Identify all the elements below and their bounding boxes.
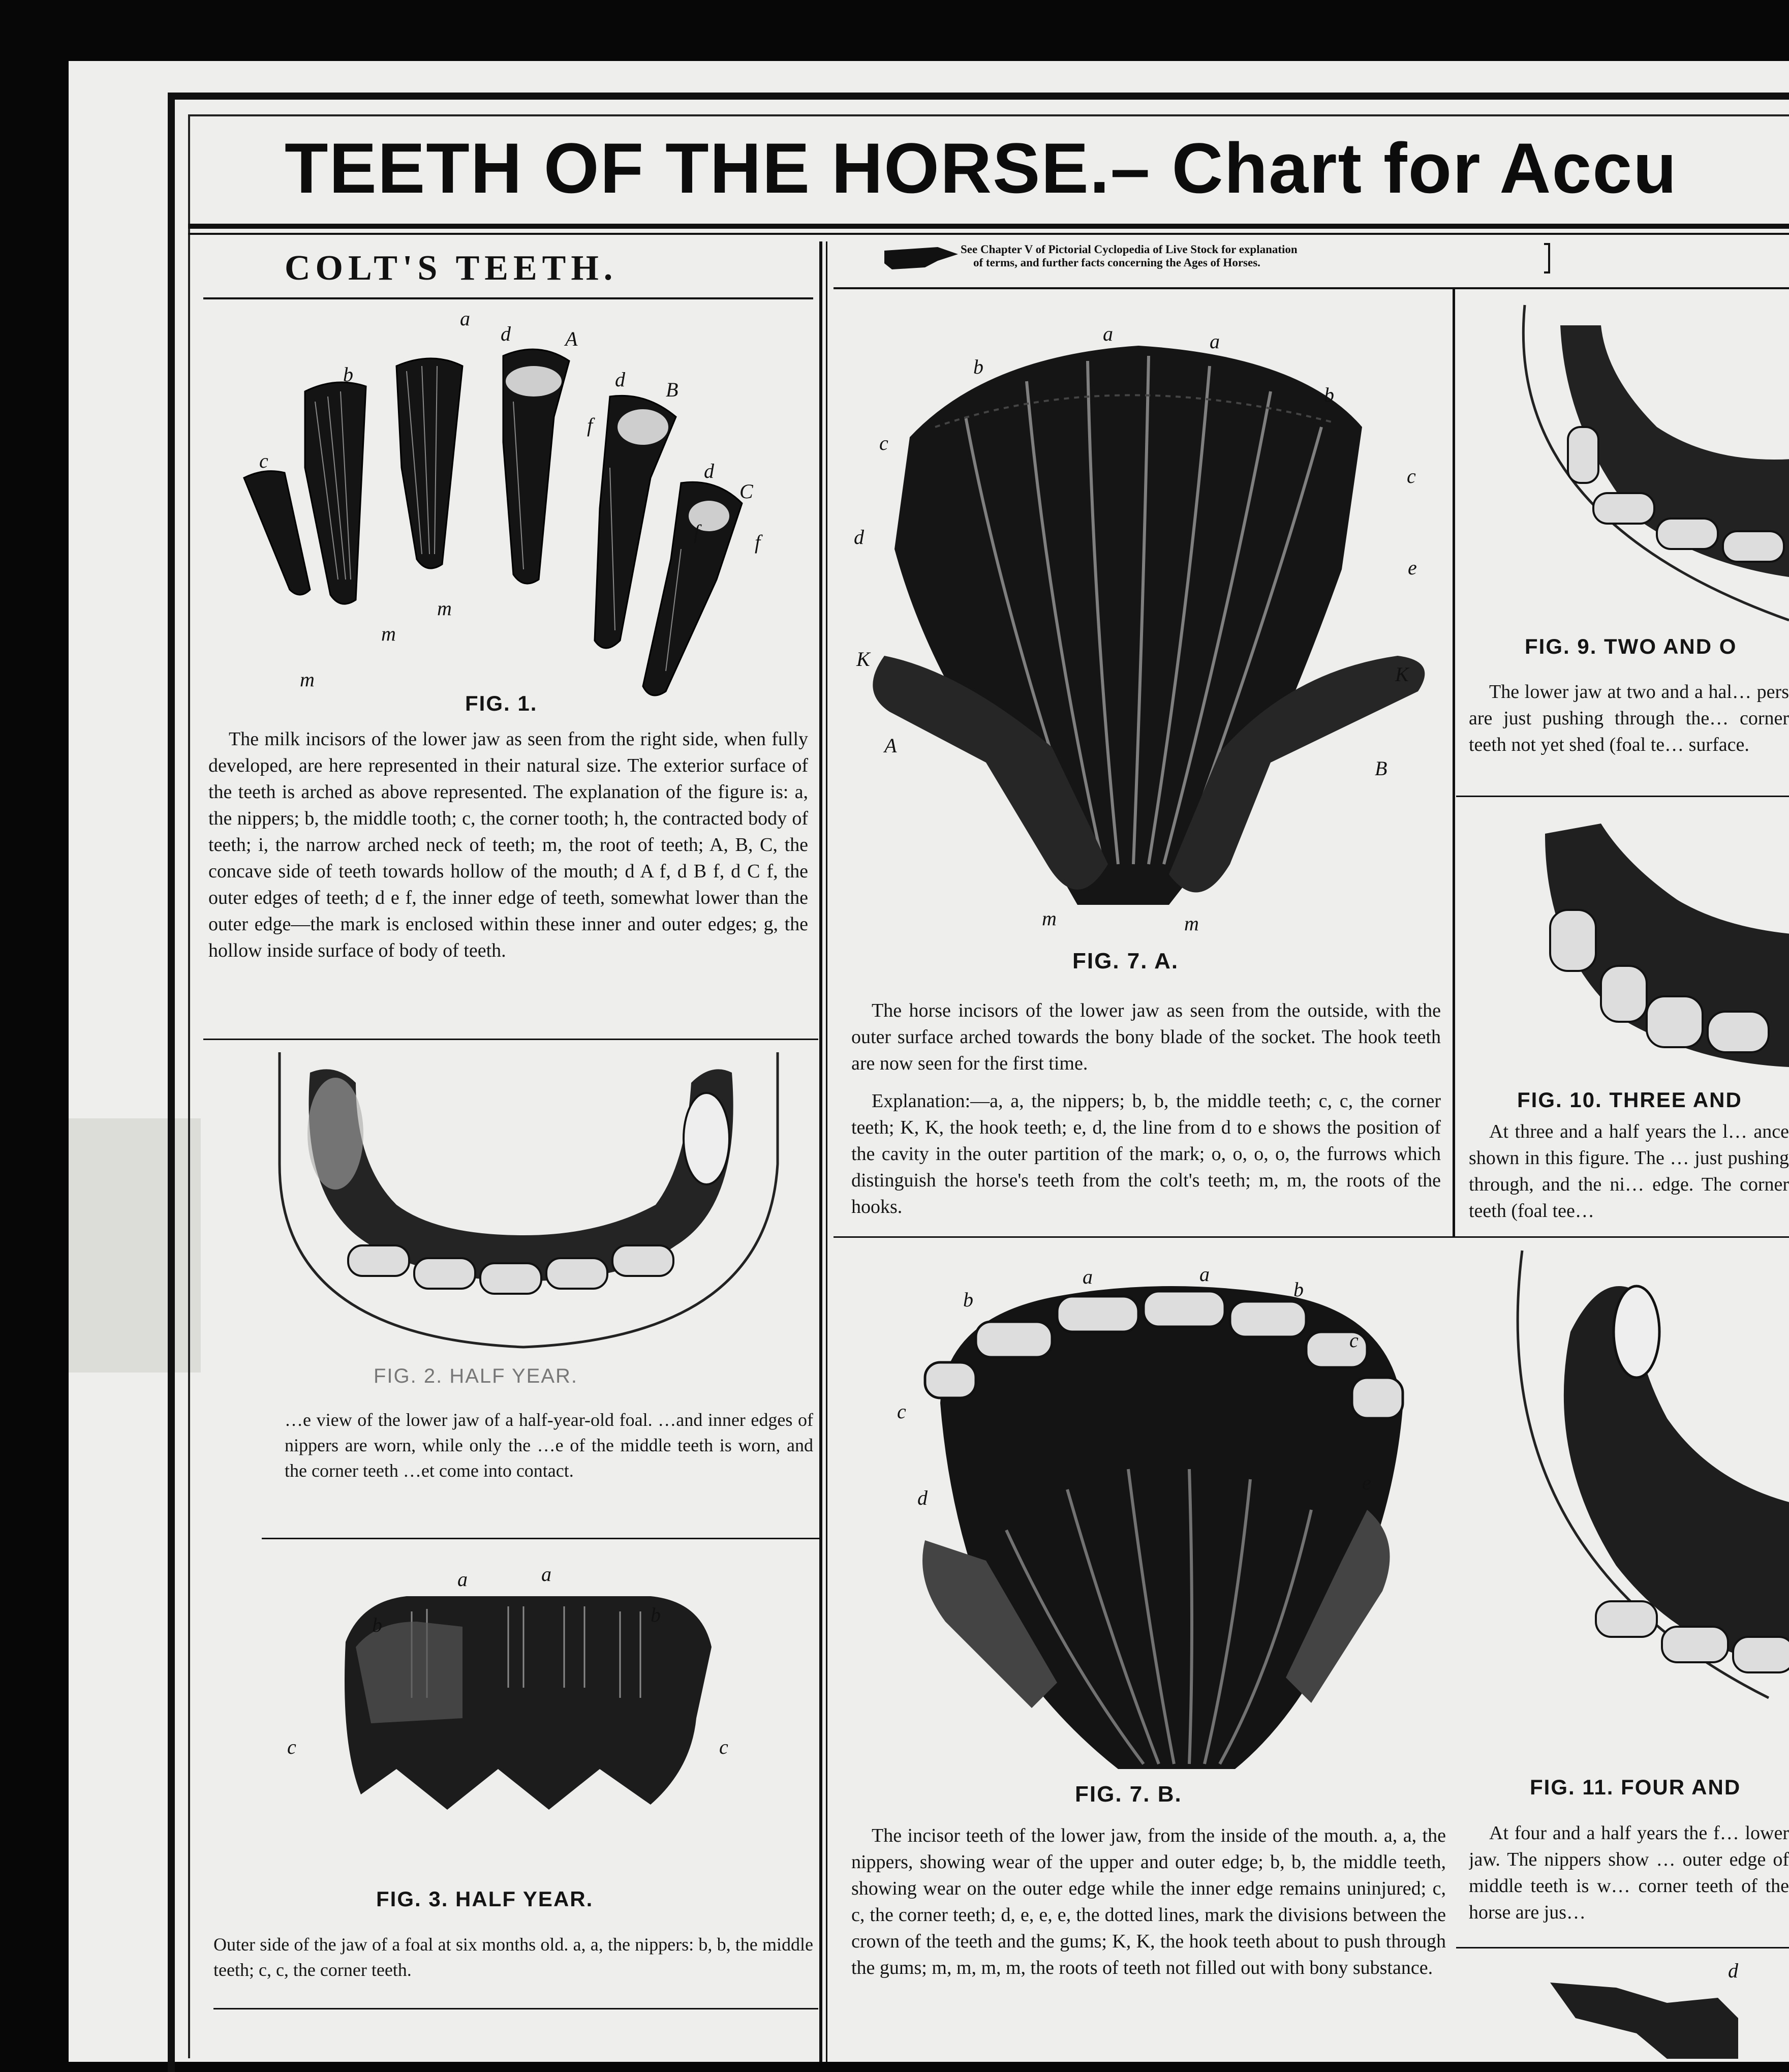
fig3-label: c — [287, 1735, 296, 1758]
pointing-hand-icon — [882, 243, 963, 273]
fig3-bottom-rule — [213, 2008, 818, 2009]
fig10-description: At three and a half years the l… ance shown in this figure. The … just pushing through, and the ni… edge. The corner teeth (foal tee… — [1469, 1121, 1789, 1222]
fig10-illustration — [1525, 803, 1789, 1068]
fig7a-label: b — [1324, 383, 1334, 406]
fig1-description: The milk incisors of the lower jaw as seen from the right side, when fully developed, are here represented in their natural size. The exterior surface of the teeth is arched as above represented. The explanation of the figure is: a, the nippers; b, the middle tooth; c, the corner tooth; h, the contracted body of teeth; i, the narrow arched neck of teeth; m, the root of teeth; A, B, C, the concave side of teeth towards hollow of the mouth; d A f, d B f, d C f, the outer edges of teeth; d e f, the inner edge of teeth, somewhat lower than the outer edge—the mark is enclosed within these inner and outer edges; g, the hollow inside surface of body of teeth. — [208, 728, 808, 961]
fig7a-label: m — [1184, 912, 1199, 935]
fig7a-explanation: Explanation:—a, a, the nippers; b, b, the middle teeth; c, c, the corner teeth; K, K, the hook teeth; e, d, the line from d to e shows the position of the cavity in the outer partition of the mark; o, o, o, o, the furrows which distinguish the horse's teeth from the colt's teeth; m, m, the roots of the hooks. — [851, 1090, 1441, 1217]
fig1-bottom-rule — [203, 1039, 818, 1040]
fig1-label: B — [666, 378, 678, 401]
fig2-caption: FIG. 2. HALF YEAR. — [374, 1365, 578, 1387]
column-divider-1b — [826, 241, 827, 2062]
fig7a-label: c — [1407, 465, 1416, 487]
reference-note-line-2: of terms, and further facts concerning the Ages of Horses. — [973, 256, 1260, 269]
fig7a-label: K — [1395, 663, 1409, 686]
fig7a-label: K — [856, 648, 870, 671]
fig7b-caption: FIG. 7. B. — [1075, 1782, 1182, 1807]
fig7a-label: B — [1375, 757, 1387, 780]
fig1-label: f — [694, 521, 700, 543]
fig11-description: At four and a half years the f… lower jaw. The nippers show … outer edge of middle teeth is w… corner teeth of the horse are jus… — [1469, 1822, 1789, 1923]
fig7a-label: a — [1103, 322, 1113, 345]
fig7a-label: c — [879, 432, 888, 454]
fig2-description: …e view of the lower jaw of a half-year-old foal. …and inner edges of nippers are worn, while only the …e of the middle teeth is worn, and the corner teeth …et come into contact. — [285, 1410, 813, 1481]
fig1-label: f — [587, 414, 593, 437]
fig1-label: d — [501, 322, 511, 345]
fig9-bottom-rule — [1456, 796, 1789, 797]
column-divider-2 — [1453, 287, 1455, 1238]
fig11-bottom-rule — [1456, 1947, 1789, 1948]
fig7b-label: a — [1083, 1265, 1093, 1288]
fig7a-label: b — [973, 355, 983, 378]
fig1-label: d — [615, 368, 625, 391]
fig11-label-d: d — [1728, 1959, 1738, 1982]
fig7a-label: e — [1408, 556, 1417, 579]
fig7b-illustration — [897, 1263, 1438, 1794]
fig11-caption: FIG. 11. FOUR AND — [1530, 1775, 1741, 1799]
fig7a-description: The horse incisors of the lower jaw as seen from the outside, with the outer surface arched towards the bony blade of the socket. The hook teeth are now seen for the first time. — [851, 1000, 1441, 1074]
fig1-label: c — [259, 449, 268, 472]
middle-top-rule — [834, 287, 1789, 289]
fig7a-caption: FIG. 7. A. — [1072, 949, 1179, 973]
fig3-label: c — [719, 1735, 728, 1758]
header-rule-top — [188, 224, 1789, 229]
fig3-illustration — [287, 1563, 752, 1830]
fig7b-description: The incisor teeth of the lower jaw, from the inside of the mouth. a, a, the nippers, showing wear of the upper and outer edge; b, b, the middle teeth, showing wear on the outer edge while the inner edge remains uninjured; c, c, the corner teeth; d, e, e, e, the dotted lines, mark the divisions between the crown of the teeth and the gums; K, K, the hook teeth about to push through the gums; m, m, m, m, the roots of teeth not filled out with bony substance. — [851, 1825, 1446, 1978]
fig7a-label: A — [884, 734, 897, 757]
fig7b-label: b — [1293, 1278, 1304, 1301]
fig9-description: The lower jaw at two and a hal… pers are just pushing through the… corner teeth not yet shed (foal te… surface. — [1469, 681, 1789, 755]
fig1-label: d — [704, 460, 714, 482]
fig7b-label: d — [917, 1486, 928, 1509]
fig2-bottom-rule — [262, 1538, 821, 1539]
fig1-label: b — [343, 363, 353, 386]
fig7b-label: c — [897, 1400, 906, 1423]
fig3-label: b — [372, 1613, 382, 1636]
fig1-caption: FIG. 1. — [465, 691, 538, 715]
header-rule-bottom — [188, 233, 1789, 235]
fig2-illustration — [269, 1052, 778, 1357]
section-heading-colts-teeth: COLT'S TEETH. — [285, 249, 618, 288]
fig1-label: m — [437, 597, 452, 620]
fig1-label: m — [300, 668, 315, 691]
fig3-description: Outer side of the jaw of a foal at six months old. a, a, the nippers: b, b, the middle teeth; c, c, the corner teeth. — [213, 1934, 813, 1980]
fig12-partial-illustration — [1535, 1957, 1738, 2059]
fig7b-label: a — [1199, 1263, 1210, 1286]
fig7a-label: m — [1042, 907, 1057, 930]
fig1-illustration — [229, 307, 788, 712]
fig7a-label: a — [1210, 330, 1220, 353]
fig7a-illustration — [834, 305, 1443, 935]
fig9-illustration — [1504, 305, 1789, 620]
fig1-label: a — [460, 307, 470, 330]
fig7b-label: c — [1349, 1329, 1359, 1352]
fig3-caption: FIG. 3. HALF YEAR. — [376, 1887, 594, 1911]
fig7b-label: e — [1362, 1471, 1371, 1494]
page-title: TEETH OF THE HORSE.– Chart for Accu — [285, 128, 1678, 208]
fig7b-label: b — [963, 1288, 973, 1311]
reference-note-line-1: See Chapter V of Pictorial Cyclopedia of Live Stock for explanation — [961, 243, 1298, 256]
fig1-label: C — [739, 480, 753, 503]
column-divider-1 — [819, 241, 822, 2062]
reference-bracket — [1544, 243, 1550, 273]
fig1-label: m — [381, 622, 396, 645]
fig1-label: A — [565, 327, 578, 350]
fig7a-label: d — [854, 526, 864, 549]
fig7a-bottom-rule — [834, 1236, 1789, 1238]
fig11-illustration — [1484, 1251, 1789, 1708]
fig3-label: b — [651, 1603, 661, 1626]
fig9-caption: FIG. 9. TWO AND O — [1525, 634, 1737, 658]
colts-heading-rule — [203, 297, 813, 299]
fig1-label: f — [755, 531, 761, 554]
fig3-label: a — [457, 1568, 468, 1591]
fig3-label: a — [541, 1563, 551, 1586]
fig10-caption: FIG. 10. THREE AND — [1517, 1088, 1742, 1112]
